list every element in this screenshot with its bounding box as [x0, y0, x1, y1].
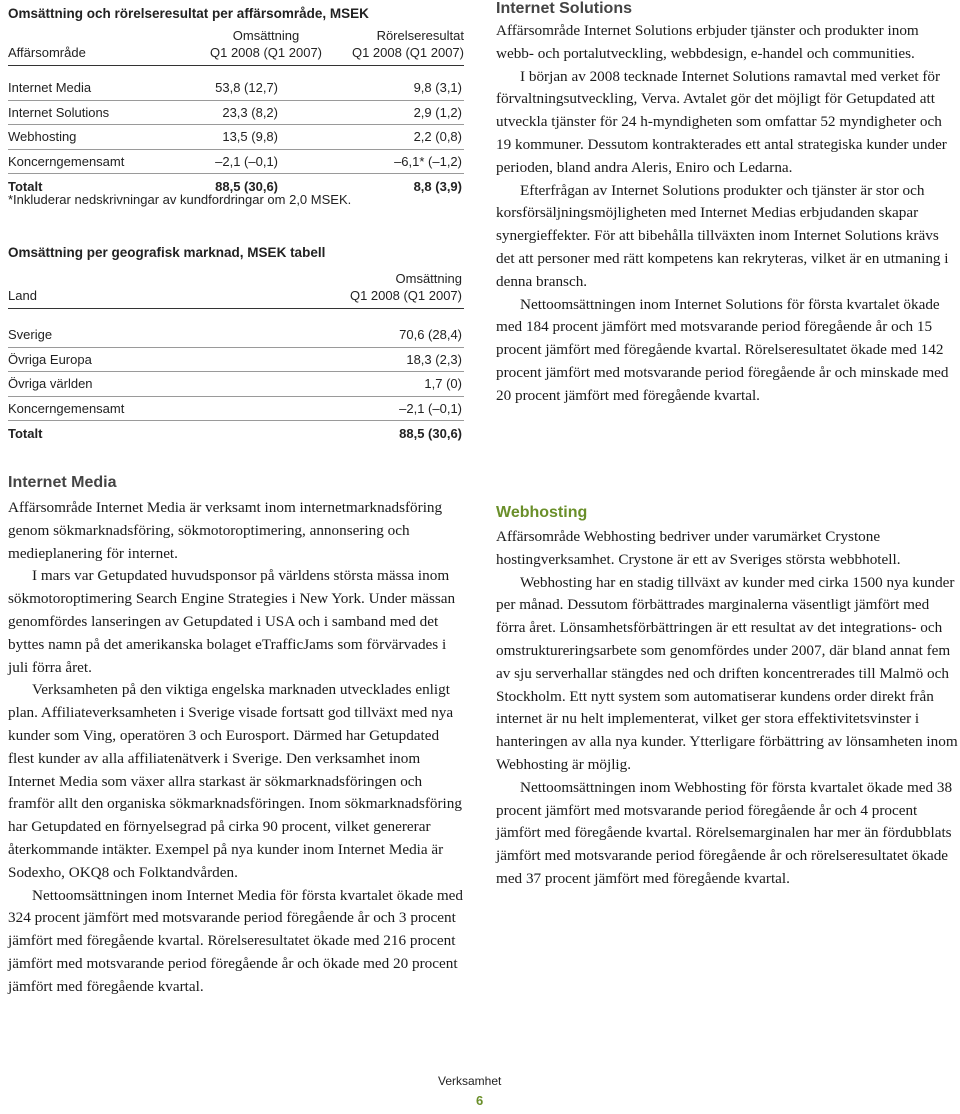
col-header-segment: Affärsområde	[8, 27, 198, 66]
table-row	[8, 347, 464, 372]
geography-table	[8, 270, 464, 445]
revenue-value: 53,8 (12,7)	[198, 76, 334, 100]
paragraph: Webhosting har en stadig tillväxt av kunder med cirka 1500 nya kunder per månad. Dessutom förbättrades marginalerna väsentligt jämfört med förra året. Lönsamhetsförbättringen är ett resultat av det integrations- och omstruktureringsarbete som genomfördes under 2007, där bland annat fem av sju serverhallar stängdes ned och driften koncentrerades till Malmö och Stockholm. Ett nytt system som automatiserar kundens order direkt från internet är nu helt implementerat, vilket ger stora effektivitetsvinster i hanteringen av alla nya kunder. Ytterligare förbättring av lönsamheten inom Webhosting är möjlig.	[496, 573, 958, 773]
col-header-revenue: Omsättning Q1 2008 (Q1 2007)	[308, 270, 464, 309]
revenue-value: –2,1 (–0,1)	[198, 149, 334, 174]
result-value: 9,8 (3,1)	[334, 76, 464, 100]
paragraph: Affärsområde Internet Solutions erbjuder tjänster och produkter inom webb- och portalutveckling, webbdesign, e-handel och communities.	[496, 22, 919, 62]
result-value: –6,1* (–1,2)	[334, 149, 464, 174]
row-label: Sverige	[8, 323, 308, 347]
total-label: Totalt	[8, 178, 43, 194]
table-row	[8, 100, 464, 125]
paragraph: Verksamheten på den viktiga engelska marknaden utvecklades enligt plan. Affiliateverksamheten i Sverige visade fortsatt god tillväxt med nya kunder som Ving, operatören 3 och Eurosport. Därmed har Getupdated flest kunder av alla affiliatenätverk i Sverige. Den verksamhet inom Internet Media som växer allra starkast är sökmarknadsföringen och framför allt den organiska sökmarknadsföringen. Inom sökmarknadsföring har Getupdated en förnyelsegrad på cirka 90 procent, vilket genererar återkommande intäkter. Exempel på nya kunder inom Internet Media är Sodexho, OKQ8 och Folktandvården.	[8, 681, 462, 881]
paragraph: Affärsområde Internet Media är verksamt inom internetmarknadsföring genom sökmarknadsföring, sökmotoroptimering, annonsering och medieplanering för internet.	[8, 499, 443, 562]
row-label: Koncerngemensamt	[8, 396, 308, 421]
internet-solutions-text	[496, 20, 958, 408]
revenue-value: –2,1 (–0,1)	[308, 396, 464, 421]
row-label: Webhosting	[8, 125, 198, 150]
total-label: Totalt	[8, 425, 43, 441]
paragraph: I början av 2008 tecknade Internet Solutions ramavtal med verket för förvaltningsutveckling, Verva. Avtalet gör det möjligt för Getupdated att utveckla tjänster för 24 h-myndigheten som omfattar 52 myndigheter och 19 kommuner. Dessutom kontrakterades ett antal strategiska kunder under perioden, bland andra Aleris, Eniro och Ledarna.	[496, 67, 947, 176]
revenue-value: 13,5 (9,8)	[198, 125, 334, 150]
table1-footnote: *Inkluderar nedskrivningar av kundfordringar om 2,0 MSEK.	[8, 192, 352, 207]
paragraph: Efterfrågan av Internet Solutions produkter och tjänster är stor och korsförsäljningsmöjligheten med Internet Medias erbjudanden skapar synergieffekter. För att bibehålla tillväxten inom Internet Solutions krävs det att personer med rätt kompetens kan rekryteras, vilket är en utmaning i denna bransch.	[496, 181, 949, 290]
result-value: 2,2 (0,8)	[334, 125, 464, 150]
table-row	[8, 125, 464, 150]
revenue-value: 18,3 (2,3)	[308, 347, 464, 372]
geography-table-header	[8, 270, 464, 309]
table-row	[8, 149, 464, 174]
section-heading-internet-media: Internet Media	[8, 474, 117, 491]
table2-title: Omsättning per geografisk marknad, MSEK tabell	[8, 245, 326, 260]
paragraph: Nettoomsättningen inom Internet Solutions för första kvartalet ökade med 184 procent jämfört med motsvarande period föregående år och 15 procent jämfört med föregående kvartal. Rörelseresultatet ökade med 142 procent jämfört med motsvarande period föregående år och minskade med 20 procent jämfört med föregående kvartal.	[496, 295, 949, 404]
row-label: Koncerngemensamt	[8, 149, 198, 174]
footer-section-label: Verksamhet	[438, 1074, 502, 1088]
revenue-value: 23,3 (8,2)	[198, 100, 334, 125]
paragraph: Nettoomsättningen inom Internet Media för första kvartalet ökade med 324 procent jämfört med motsvarande period föregående år och 3 procent jämfört med föregående kvartal. Rörelseresultatet ökade med 216 procent jämfört med motsvarande period föregående år och ökade med 20 procent jämfört med föregående kvartal.	[8, 886, 464, 995]
webhosting-text	[496, 526, 958, 891]
revenue-value: 1,7 (0)	[308, 372, 464, 397]
paragraph: Affärsområde Webhosting bedriver under varumärket Crystone hostingverksamhet. Crystone är ett av Sveriges största webbhotell.	[496, 528, 901, 568]
section-heading-internet-solutions: Internet Solutions	[496, 0, 632, 17]
row-label: Internet Media	[8, 76, 198, 100]
total-revenue: 88,5 (30,6)	[399, 425, 462, 441]
segment-table-header	[8, 27, 464, 66]
page-number: 6	[476, 1093, 484, 1108]
paragraph: Nettoomsättningen inom Webhosting för första kvartalet ökade med 38 procent jämfört med motsvarande period föregående år och 4 procent jämfört med föregående kvartal. Rörelsemarginalen har mer än fördubblats jämfört med motsvarande period föregående år och rörelseresultatet ökade med 37 procent jämfört med föregående kvartal.	[496, 778, 953, 887]
table-row	[8, 372, 464, 397]
table1-title: Omsättning och rörelseresultat per affärsområde, MSEK	[8, 6, 369, 21]
table-total-row	[8, 421, 464, 445]
internet-media-text	[8, 497, 464, 999]
col-header-revenue: Omsättning Q1 2008 (Q1 2007)	[198, 27, 334, 66]
table-row	[8, 76, 464, 100]
segment-table	[8, 27, 464, 198]
row-label: Övriga Europa	[8, 347, 308, 372]
paragraph: I mars var Getupdated huvudsponsor på världens största mässa inom sökmotoroptimering Search Engine Strategies i New York. Under mässan genomfördes lanseringen av Getupdated i USA och i samband med det byttes namn på det amerikanska bolaget eTrafficJams som förvärvades i juli förra året.	[8, 567, 456, 676]
table-row	[8, 323, 464, 347]
row-label: Internet Solutions	[8, 100, 198, 125]
col-header-operating-result: Rörelseresultat Q1 2008 (Q1 2007)	[334, 27, 464, 66]
total-revenue: 88,5 (30,6)	[215, 178, 278, 194]
col-header-country: Land	[8, 270, 308, 309]
revenue-value: 70,6 (28,4)	[308, 323, 464, 347]
table-row	[8, 396, 464, 421]
section-heading-webhosting: Webhosting	[496, 504, 588, 521]
total-result: 8,8 (3,9)	[413, 178, 462, 194]
row-label: Övriga världen	[8, 372, 308, 397]
result-value: 2,9 (1,2)	[334, 100, 464, 125]
